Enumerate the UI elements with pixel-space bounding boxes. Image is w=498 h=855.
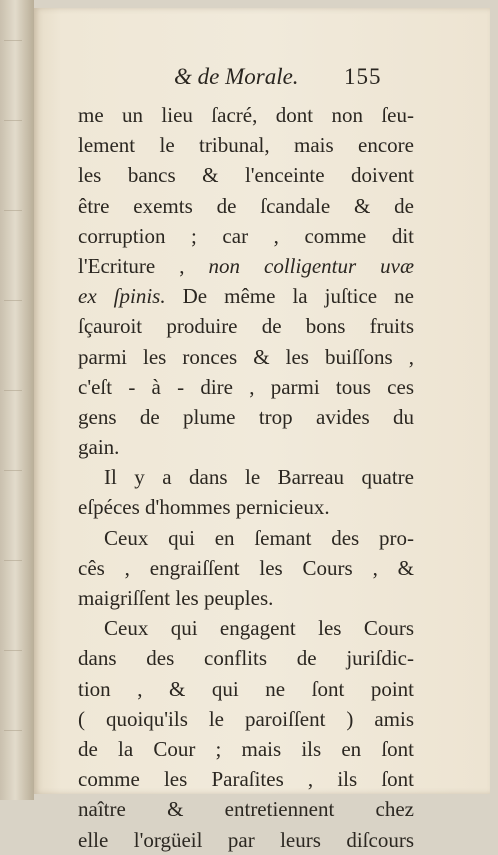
text-line: dans des conflits de juriſdic- bbox=[78, 646, 414, 671]
paragraph-start: Il y a dans le Barreau quatre bbox=[104, 465, 414, 490]
text-line: gens de plume trop avides du bbox=[78, 404, 414, 429]
text-line: naître & entretiennent chez bbox=[78, 797, 414, 822]
text-line: ( quoiqu'ils le paroiſſent ) amis bbox=[78, 706, 414, 731]
text-line: elle l'orgüeil par leurs diſcours bbox=[78, 827, 414, 852]
paragraph-start: Ceux qui en ſemant des pro- bbox=[104, 525, 414, 550]
text-line: tion , & qui ne ſont point bbox=[78, 676, 414, 701]
text-line: corruption ; car , comme dit bbox=[78, 223, 414, 248]
text-line: comme les Paraſites , ils ſont bbox=[78, 767, 414, 792]
text-line: maigriſſent les peuples. bbox=[78, 586, 274, 610]
text-line: me un lieu ſacré, dont non ſeu- bbox=[78, 103, 414, 127]
page-number: 155 bbox=[344, 64, 382, 89]
text-line: les bancs & l'enceinte doivent bbox=[78, 163, 414, 188]
text-line bbox=[78, 281, 414, 311]
text-line: être exemts de ſcandale & de bbox=[78, 193, 414, 218]
running-title: & de Morale. bbox=[174, 64, 299, 89]
text-line: de la Cour ; mais ils en ſont bbox=[78, 736, 414, 761]
text-line: lement le tribunal, mais encore bbox=[78, 133, 414, 158]
text-line: gain. bbox=[78, 435, 120, 460]
paragraph-start: Ceux qui engagent les Cours bbox=[104, 616, 414, 641]
text-line: cês , engraiſſent les Cours , & bbox=[78, 555, 414, 580]
text-fragment: De même la juſtice ne bbox=[165, 284, 414, 309]
body-text bbox=[78, 100, 414, 855]
page-header bbox=[134, 62, 394, 96]
text-line: ſçauroit produire de bons fruits bbox=[78, 314, 414, 339]
adjacent-page-edge bbox=[0, 0, 34, 800]
text-fragment: l'Ecriture , bbox=[78, 253, 209, 278]
text-line bbox=[78, 251, 414, 281]
text-line: eſpéces d'hommes pernicieux. bbox=[78, 495, 330, 520]
text-line: c'eſt - à - dire , parmi tous ces bbox=[78, 374, 414, 399]
text-line: parmi les ronces & les buiſſons , bbox=[78, 344, 414, 369]
latin-quote: ex ſpinis. bbox=[78, 284, 166, 309]
latin-quote: non colligentur uvæ bbox=[208, 253, 415, 278]
book-page bbox=[34, 8, 490, 852]
